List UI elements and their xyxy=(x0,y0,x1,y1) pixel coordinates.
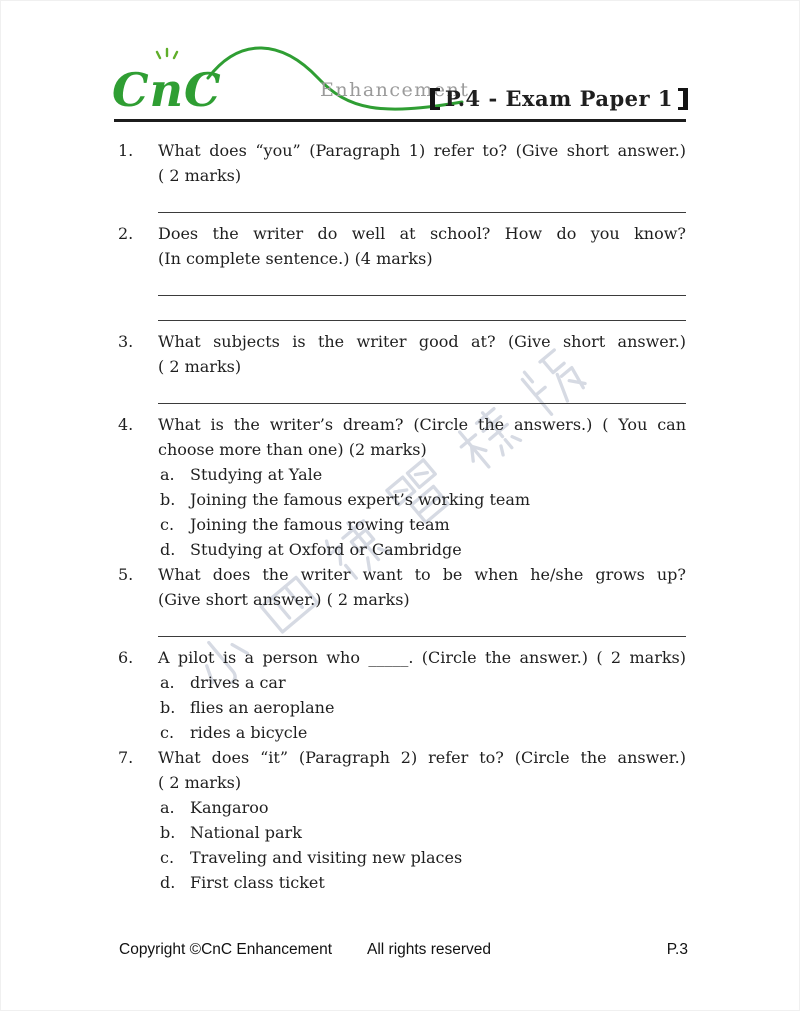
option-d xyxy=(158,537,686,562)
option-d xyxy=(158,870,686,895)
option-letter: c. xyxy=(160,515,175,534)
answer-line xyxy=(158,188,686,213)
option-letter: c. xyxy=(160,723,175,742)
lenticular-bracket-left-icon xyxy=(430,88,440,110)
question-text-line: A pilot is a person who _____. (Circle the answer.) ( 2 marks) xyxy=(158,648,686,667)
question-number: 6. xyxy=(118,648,134,667)
question-text-line: ( 2 marks) xyxy=(158,357,242,376)
option-b xyxy=(158,820,686,845)
question-text-line: ( 2 marks) xyxy=(158,773,242,792)
option-letter: a. xyxy=(160,798,175,817)
question-text-line: Does the writer do well at school? How do you know? xyxy=(158,224,686,243)
brand-sub-text: Enhancement xyxy=(320,79,470,101)
option-a xyxy=(158,795,686,820)
option-letter: b. xyxy=(160,490,176,509)
answer-line xyxy=(158,271,686,296)
option-letter: d. xyxy=(160,873,176,892)
option-a xyxy=(158,670,686,695)
question-number: 5. xyxy=(118,565,134,584)
option-text: flies an aeroplane xyxy=(190,698,335,717)
sparkle-icon xyxy=(157,49,177,58)
option-c xyxy=(158,512,686,537)
option-text: Kangaroo xyxy=(190,798,269,817)
question-2 xyxy=(118,221,686,329)
footer-copyright: Copyright ©CnC Enhancement xyxy=(119,941,333,958)
option-letter: a. xyxy=(160,465,175,484)
option-letter: d. xyxy=(160,540,176,559)
option-letter: b. xyxy=(160,698,176,717)
answer-line xyxy=(158,612,686,637)
question-text-line: What does “it” (Paragraph 2) refer to? (Circle the answer.) xyxy=(158,748,686,767)
option-text: Joining the famous expert’s working team xyxy=(190,490,531,509)
option-letter: a. xyxy=(160,673,175,692)
question-number: 4. xyxy=(118,415,134,434)
question-text-line: What is the writer’s dream? (Circle the answers.) ( You can xyxy=(158,415,686,434)
question-number: 7. xyxy=(118,748,134,767)
question-6 xyxy=(118,645,686,745)
question-text-line: (In complete sentence.) (4 marks) xyxy=(158,249,433,268)
lenticular-bracket-right-icon xyxy=(678,88,688,110)
option-letter: b. xyxy=(160,823,176,842)
option-a xyxy=(158,462,686,487)
footer-page-number: P.3 xyxy=(666,941,688,958)
answer-line xyxy=(158,296,686,321)
option-c xyxy=(158,845,686,870)
question-number: 3. xyxy=(118,332,134,351)
page-title-text: P.4 - Exam Paper 1 xyxy=(444,86,673,111)
footer-rights: All rights reserved xyxy=(367,941,492,958)
option-b xyxy=(158,487,686,512)
brand-text: CnC xyxy=(112,63,222,117)
page-title xyxy=(430,86,688,111)
option-c xyxy=(158,720,686,745)
option-text: First class ticket xyxy=(190,873,325,892)
question-1 xyxy=(118,138,686,221)
option-letter: c. xyxy=(160,848,175,867)
question-7 xyxy=(118,745,686,895)
option-text: drives a car xyxy=(190,673,286,692)
question-text-line: What subjects is the writer good at? (Give short answer.) xyxy=(158,332,686,351)
option-text: Studying at Oxford or Cambridge xyxy=(190,540,462,559)
question-text-line: What does “you” (Paragraph 1) refer to? (Give short answer.) xyxy=(158,141,686,160)
option-text: National park xyxy=(190,823,302,842)
option-text: rides a bicycle xyxy=(190,723,308,742)
question-text-line: ( 2 marks) xyxy=(158,166,242,185)
question-number: 1. xyxy=(118,141,134,160)
option-b xyxy=(158,695,686,720)
question-number: 2. xyxy=(118,224,134,243)
option-text: Studying at Yale xyxy=(190,465,323,484)
option-text: Joining the famous rowing team xyxy=(190,515,450,534)
question-text-line: (Give short answer.) ( 2 marks) xyxy=(158,590,410,609)
question-5 xyxy=(118,562,686,645)
header-rule xyxy=(114,119,686,122)
question-text-line: choose more than one) (2 marks) xyxy=(158,440,427,459)
answer-line xyxy=(158,379,686,404)
option-text: Traveling and visiting new places xyxy=(190,848,463,867)
question-3 xyxy=(118,329,686,412)
question-text-line: What does the writer want to be when he/she grows up? xyxy=(158,565,686,584)
question-4 xyxy=(118,412,686,562)
